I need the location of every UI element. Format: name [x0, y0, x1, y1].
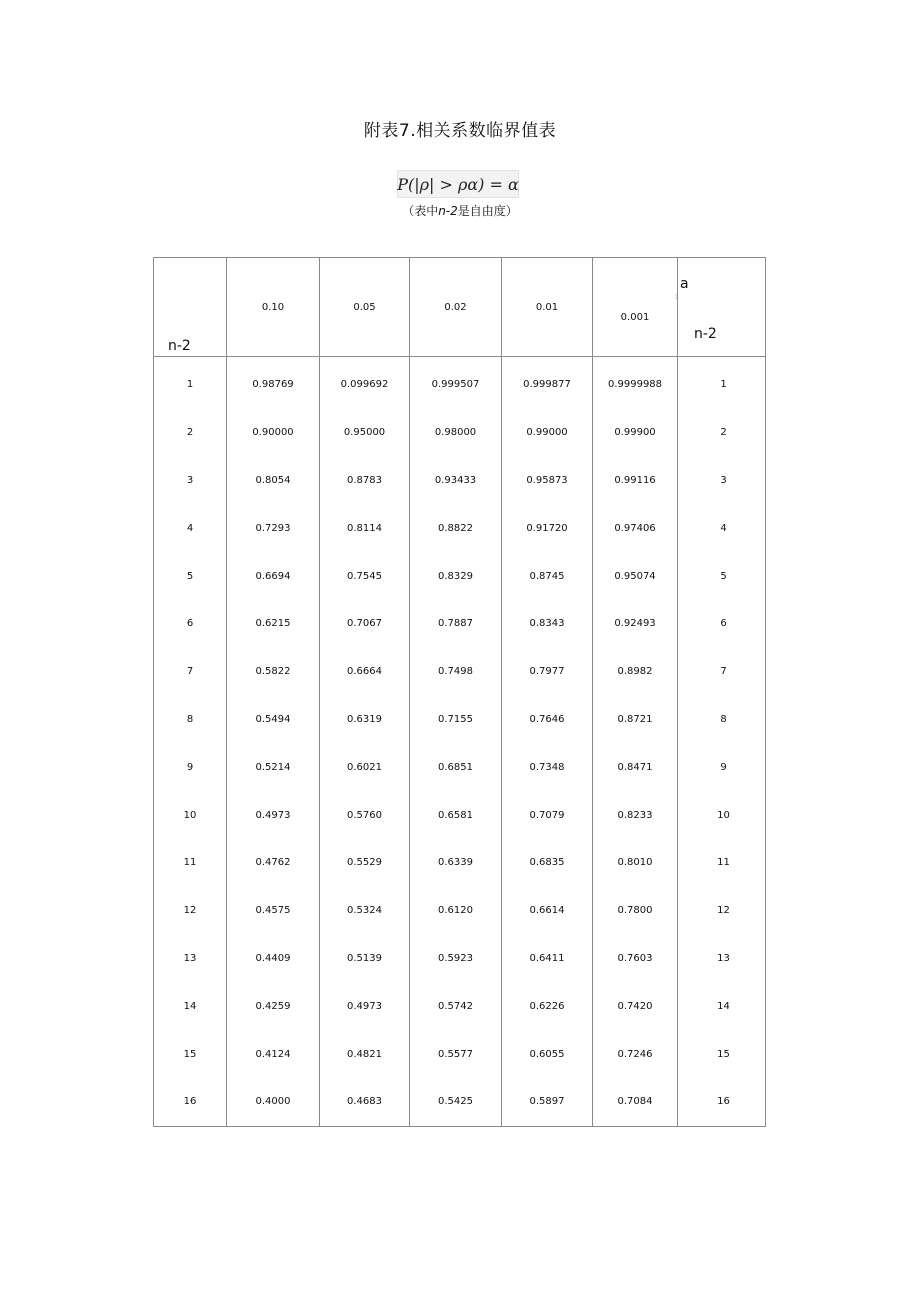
critical-value-cell [320, 1030, 410, 1078]
table-row [154, 648, 766, 696]
critical-value-cell-text: 0.4683 [347, 1096, 382, 1108]
header-alpha-col [227, 258, 320, 357]
critical-value-cell [227, 791, 320, 839]
table-header-row [154, 258, 766, 357]
critical-value-cell-text: 0.7545 [347, 570, 382, 582]
critical-value-cell [593, 357, 678, 409]
critical-value-cell-text: 0.7084 [617, 1096, 653, 1108]
subtitle-suffix: 是自由度） [457, 204, 518, 218]
formula-text: P(|ρ| > ρα) = α [397, 174, 519, 194]
row-df-cell-text: 15 [183, 1048, 197, 1060]
critical-value-cell [593, 1078, 678, 1126]
critical-value-cell [502, 982, 593, 1030]
row-df-cell [154, 887, 227, 935]
row-df-cell-text: 7 [186, 666, 194, 678]
critical-value-cell-text: 0.8822 [438, 522, 473, 534]
subtitle [0, 202, 920, 219]
table-row [154, 696, 766, 744]
table-row [154, 457, 766, 505]
alpha-value: 0.10 [261, 301, 285, 313]
critical-value-cell-text: 0.95000 [343, 427, 386, 439]
critical-value-cell-text: 0.95873 [526, 474, 568, 486]
critical-value-cell-text: 0.7800 [617, 905, 653, 917]
table-body [154, 357, 766, 1127]
critical-value-cell [410, 600, 502, 648]
critical-value-cell [320, 648, 410, 696]
critical-value-cell [502, 504, 593, 552]
critical-value-cell-text: 0.8010 [617, 857, 653, 869]
table-row [154, 1078, 766, 1126]
critical-value-cell [410, 1030, 502, 1078]
header-alpha-col [320, 258, 410, 357]
critical-value-cell-text: 0.7067 [347, 618, 382, 630]
row-df-right-cell [678, 504, 766, 552]
critical-value-cell [320, 696, 410, 744]
critical-value-cell [410, 935, 502, 983]
critical-value-cell-text: 0.4973 [255, 809, 291, 821]
critical-value-cell [227, 600, 320, 648]
row-df-cell-text: 3 [186, 474, 194, 486]
critical-value-cell [593, 982, 678, 1030]
row-df-cell-text: 13 [183, 952, 197, 964]
row-df-cell [154, 696, 227, 744]
table-row [154, 409, 766, 457]
critical-value-cell-text: 0.98769 [252, 379, 294, 391]
critical-value-cell-text: 0.93433 [434, 474, 477, 486]
critical-value-cell-text: 0.99000 [526, 427, 568, 439]
table-row [154, 1030, 766, 1078]
critical-value-cell [227, 648, 320, 696]
critical-value-cell [593, 887, 678, 935]
critical-value-cell [502, 552, 593, 600]
critical-value-cell [410, 504, 502, 552]
row-df-right-cell [678, 1078, 766, 1126]
critical-value-cell-text: 0.6835 [529, 857, 565, 869]
critical-value-cell-text: 0.6055 [529, 1048, 565, 1060]
critical-value-cell [410, 552, 502, 600]
critical-value-cell-text: 0.8343 [529, 618, 565, 630]
critical-value-cell [227, 1078, 320, 1126]
row-df-right-cell [678, 982, 766, 1030]
row-df-cell-text: 5 [186, 570, 194, 582]
critical-value-cell-text: 0.5139 [347, 952, 382, 964]
critical-value-cell [227, 409, 320, 457]
critical-value-cell [502, 887, 593, 935]
critical-value-cell-text: 0.97406 [614, 522, 656, 534]
critical-value-cell [227, 457, 320, 505]
header-right-cell [675, 258, 766, 357]
critical-value-cell-text: 0.6614 [529, 905, 565, 917]
row-df-cell-text: 8 [186, 713, 194, 725]
row-df-right-cell [678, 887, 766, 935]
probability-formula [397, 170, 519, 198]
row-df-right-cell-text: 13 [717, 952, 730, 964]
critical-value-cell [593, 839, 678, 887]
critical-value-cell [320, 743, 410, 791]
critical-value-cell-text: 0.98000 [434, 427, 477, 439]
row-df-cell [154, 1030, 227, 1078]
row-df-right-cell [678, 743, 766, 791]
row-df-right-cell [678, 839, 766, 887]
critical-value-cell [227, 935, 320, 983]
critical-value-cell [502, 696, 593, 744]
critical-value-cell [502, 648, 593, 696]
critical-value-cell-text: 0.8471 [617, 761, 653, 773]
header-alpha-col [593, 258, 678, 357]
critical-value-cell [502, 409, 593, 457]
critical-value-cell-text: 0.8783 [347, 474, 382, 486]
critical-value-cell-text: 0.6664 [347, 666, 382, 678]
critical-value-cell-text: 0.7348 [529, 761, 565, 773]
critical-value-cell [227, 839, 320, 887]
critical-value-cell [227, 1030, 320, 1078]
row-df-right-cell-text: 6 [720, 618, 727, 630]
critical-value-cell-text: 0.8233 [617, 809, 653, 821]
critical-value-cell [502, 1030, 593, 1078]
row-df-right-cell-text: 3 [720, 474, 727, 486]
critical-value-cell [227, 982, 320, 1030]
critical-value-cell [227, 357, 320, 409]
critical-value-cell [227, 504, 320, 552]
critical-value-cell-text: 0.7646 [529, 713, 565, 725]
critical-value-cell-text: 0.4000 [255, 1096, 291, 1108]
table-row [154, 791, 766, 839]
critical-value-cell-text: 0.099692 [340, 379, 389, 391]
critical-value-cell [502, 743, 593, 791]
critical-value-cell [320, 600, 410, 648]
critical-value-cell-text: 0.5425 [438, 1096, 473, 1108]
critical-value-cell-text: 0.7603 [617, 952, 653, 964]
row-df-cell [154, 600, 227, 648]
critical-value-cell-text: 0.5494 [255, 713, 291, 725]
critical-value-cell [410, 696, 502, 744]
critical-value-cell-text: 0.99116 [614, 474, 656, 486]
critical-value-cell-text: 0.8982 [617, 666, 653, 678]
row-df-cell [154, 982, 227, 1030]
critical-value-cell-text: 0.7498 [438, 666, 473, 678]
critical-value-cell [227, 552, 320, 600]
critical-value-cell-text: 0.4409 [255, 952, 291, 964]
critical-value-cell-text: 0.5324 [347, 905, 382, 917]
critical-value-cell [593, 1030, 678, 1078]
critical-value-cell-text: 0.9999988 [607, 379, 663, 391]
table-row [154, 552, 766, 600]
critical-value-cell [410, 982, 502, 1030]
critical-value-cell-text: 0.5897 [529, 1096, 565, 1108]
critical-value-cell-text: 0.999507 [431, 379, 480, 391]
critical-value-cell [593, 743, 678, 791]
table-row [154, 504, 766, 552]
critical-value-cell [320, 457, 410, 505]
row-df-cell-text: 14 [183, 1000, 197, 1012]
row-df-right-cell-text: 14 [717, 1000, 730, 1012]
row-df-right-cell-text: 2 [720, 427, 727, 439]
row-df-cell [154, 552, 227, 600]
critical-value-cell-text: 0.4575 [255, 905, 291, 917]
critical-value-cell-text: 0.4762 [255, 857, 291, 869]
critical-value-cell-text: 0.5529 [347, 857, 382, 869]
critical-value-cell [593, 935, 678, 983]
critical-value-cell [410, 791, 502, 839]
critical-value-cell [410, 743, 502, 791]
row-df-cell-text: 16 [183, 1096, 197, 1108]
row-df-right-cell-text: 12 [717, 905, 730, 917]
row-df-cell [154, 1078, 227, 1126]
row-df-cell-text: 12 [183, 905, 197, 917]
critical-value-cell [320, 552, 410, 600]
critical-value-cell-text: 0.8114 [347, 522, 382, 534]
row-df-right-cell-text: 9 [720, 761, 727, 773]
row-df-cell [154, 743, 227, 791]
critical-value-cell [410, 1078, 502, 1126]
critical-value-cell [410, 409, 502, 457]
table-row [154, 357, 766, 409]
critical-value-cell [502, 791, 593, 839]
critical-value-cell-text: 0.8745 [529, 570, 565, 582]
row-df-right-cell [678, 552, 766, 600]
row-df-right-cell [678, 791, 766, 839]
critical-value-cell-text: 0.7887 [438, 618, 473, 630]
critical-value-cell [227, 696, 320, 744]
critical-value-cell-text: 0.92493 [614, 618, 656, 630]
corner-label: n-2 [168, 338, 191, 354]
critical-value-cell [502, 839, 593, 887]
critical-value-cell-text: 0.7977 [529, 666, 565, 678]
row-df-cell [154, 935, 227, 983]
critical-value-cell-text: 0.95074 [614, 570, 656, 582]
critical-value-cell [593, 552, 678, 600]
critical-value-cell-text: 0.8329 [438, 570, 473, 582]
critical-value-cell [320, 839, 410, 887]
critical-value-cell [502, 935, 593, 983]
critical-value-cell [593, 648, 678, 696]
row-df-cell-text: 1 [186, 379, 194, 391]
row-df-right-cell-text: 16 [717, 1096, 730, 1108]
critical-value-cell [410, 357, 502, 409]
alpha-label: a [680, 276, 689, 292]
critical-value-cell-text: 0.7155 [438, 713, 473, 725]
critical-value-cell [320, 887, 410, 935]
row-df-right-cell [678, 409, 766, 457]
row-df-cell-text: 2 [186, 427, 194, 439]
critical-value-cell-text: 0.91720 [526, 522, 568, 534]
critical-value-cell-text: 0.5742 [438, 1000, 473, 1012]
row-df-right-cell-text: 7 [720, 666, 727, 678]
critical-value-cell-text: 0.90000 [252, 427, 294, 439]
row-df-right-cell [678, 600, 766, 648]
critical-value-cell [593, 504, 678, 552]
header-alpha-col [502, 258, 593, 357]
row-df-right-cell [678, 648, 766, 696]
critical-value-cell-text: 0.7420 [617, 1000, 653, 1012]
critical-value-cell-text: 0.6215 [255, 618, 291, 630]
critical-value-cell-text: 0.4124 [255, 1048, 291, 1060]
row-df-cell [154, 839, 227, 887]
critical-value-cell [410, 648, 502, 696]
row-df-right-cell [678, 1030, 766, 1078]
critical-value-cell [410, 887, 502, 935]
alpha-mark: 1 [675, 294, 679, 301]
critical-value-cell-text: 0.99900 [614, 427, 656, 439]
critical-value-cell-text: 0.7246 [617, 1048, 653, 1060]
row-df-cell-text: 11 [183, 857, 197, 869]
critical-value-cell [320, 935, 410, 983]
row-df-right-cell-text: 10 [717, 809, 730, 821]
alpha-value: 0.001 [620, 311, 650, 323]
row-df-right-cell [678, 457, 766, 505]
table-row [154, 839, 766, 887]
critical-value-cell [502, 457, 593, 505]
critical-value-cell-text: 0.7079 [529, 809, 565, 821]
critical-value-cell-text: 0.8054 [255, 474, 291, 486]
critical-value-cell [502, 1078, 593, 1126]
subtitle-variable: n-2 [438, 204, 458, 218]
row-df-right-cell-text: 5 [720, 570, 727, 582]
critical-value-cell [410, 457, 502, 505]
critical-value-cell [593, 457, 678, 505]
critical-value-cell-text: 0.6411 [529, 952, 565, 964]
critical-value-cell-text: 0.999877 [523, 379, 571, 391]
critical-value-cell-text: 0.4821 [347, 1048, 382, 1060]
critical-value-cell [593, 696, 678, 744]
critical-values-table [153, 257, 766, 1127]
row-df-cell [154, 409, 227, 457]
row-df-cell-text: 9 [186, 761, 194, 773]
row-df-right-cell-text: 11 [717, 857, 730, 869]
critical-value-cell-text: 0.5577 [438, 1048, 473, 1060]
row-df-right-cell [678, 935, 766, 983]
critical-value-cell-text: 0.6694 [255, 570, 291, 582]
critical-value-cell-text: 0.6226 [529, 1000, 565, 1012]
subtitle-prefix: （表中 [402, 204, 439, 218]
critical-value-cell [320, 791, 410, 839]
row-df-cell-text: 4 [186, 522, 194, 534]
critical-value-cell-text: 0.4973 [347, 1000, 382, 1012]
critical-value-cell [320, 409, 410, 457]
header-corner-cell [154, 258, 227, 357]
critical-value-cell [320, 357, 410, 409]
critical-value-cell [593, 600, 678, 648]
critical-value-cell [593, 409, 678, 457]
row-df-right-cell-text: 4 [720, 522, 727, 534]
critical-value-cell [410, 839, 502, 887]
critical-value-cell-text: 0.7293 [255, 522, 291, 534]
table-row [154, 887, 766, 935]
row-df-cell-text: 10 [183, 809, 197, 821]
critical-value-cell [502, 600, 593, 648]
critical-value-cell-text: 0.8721 [617, 713, 653, 725]
critical-value-cell-text: 0.5822 [255, 666, 291, 678]
critical-value-cell-text: 0.4259 [255, 1000, 291, 1012]
alpha-value: 0.02 [444, 301, 467, 313]
page-title: 附表7.相关系数临界值表 [363, 121, 557, 141]
row-df-right-cell-text: 8 [720, 713, 727, 725]
critical-value-cell-text: 0.6851 [438, 761, 473, 773]
critical-value-cell [593, 791, 678, 839]
critical-value-cell [320, 504, 410, 552]
critical-value-cell-text: 0.6581 [438, 809, 473, 821]
row-df-right-cell [678, 357, 766, 409]
right-header-label: n-2 [694, 326, 717, 342]
row-df-cell [154, 357, 227, 409]
critical-value-cell-text: 0.5760 [347, 809, 382, 821]
row-df-cell [154, 457, 227, 505]
row-df-cell-text: 6 [186, 618, 194, 630]
critical-value-cell [227, 743, 320, 791]
table-row [154, 935, 766, 983]
critical-value-cell-text: 0.6120 [438, 905, 473, 917]
row-df-cell [154, 791, 227, 839]
row-df-cell [154, 648, 227, 696]
table-row [154, 600, 766, 648]
header-alpha-col [410, 258, 502, 357]
critical-value-cell [320, 982, 410, 1030]
table-row [154, 743, 766, 791]
critical-value-cell-text: 0.6021 [347, 761, 382, 773]
critical-value-cell-text: 0.5923 [438, 952, 473, 964]
critical-value-cell-text: 0.6319 [347, 713, 382, 725]
critical-value-cell [320, 1078, 410, 1126]
row-df-cell [154, 504, 227, 552]
critical-value-cell-text: 0.6339 [438, 857, 473, 869]
table-row [154, 982, 766, 1030]
alpha-value: 0.05 [353, 301, 376, 313]
critical-value-cell [502, 357, 593, 409]
critical-value-cell [227, 887, 320, 935]
row-df-right-cell [678, 696, 766, 744]
row-df-right-cell-text: 15 [717, 1048, 730, 1060]
alpha-value: 0.01 [535, 301, 559, 313]
row-df-right-cell-text: 1 [720, 379, 727, 391]
critical-value-cell-text: 0.5214 [255, 761, 291, 773]
